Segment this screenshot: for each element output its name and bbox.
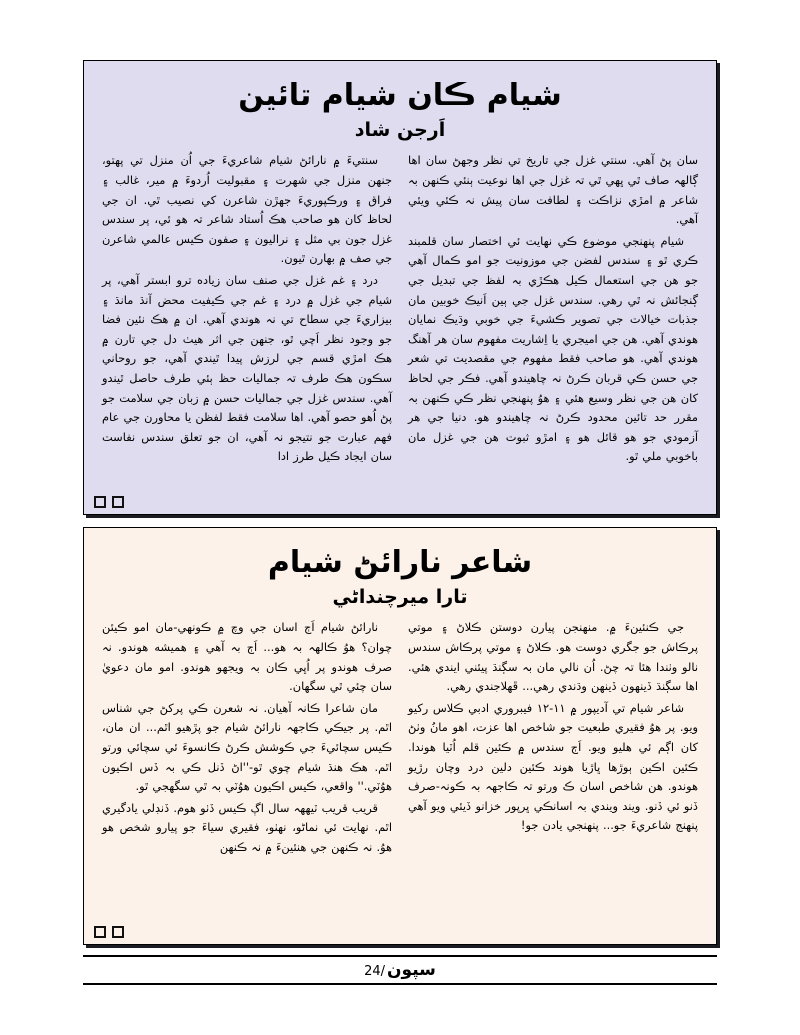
article-2-title: شاعر نارائڻ شيام (267, 545, 533, 580)
article-block-1 (83, 60, 717, 515)
article-1-body (102, 151, 698, 469)
paragraph: جي ڪنئينءَ ۾. منهنجن پيارن دوستن ڪلاڻ ۽ موتي پرڪاش جو جگري دوست هو. ڪلاڻ ۽ موتي پرڪاش سندس نالو وٺندا هئا تہ چڻ. اُن نالي مان بہ سڳنڌ پيئني ايندي هئي. اها سڳنڌ ڏينهون ڏينهن وڌندي رهي... ڦهلاجندي رهي. (408, 620, 698, 694)
paragraph: مان شاعرا ڪانہ آهيان. نہ شعرن ڪي پرکڻ جي شناس اٿم. پر جيڪي ڪاجهہ نارائڻ شيام جو پڙهيو اٿم... ان مان، ڪيس سچائيءَ جي ڪوشش ڪرڻ ڪانسوءَ ئي سچائي ورتو اٿم. هڪ هنڌ شيام چوي ٿو-''اڻ ڏنل ڪي بہ ڏس اڪيون هوُٽي.'' واقعي، ڪيس اڪيون هوُٽي بہ ٿي سگهجي ٿو. (102, 700, 392, 794)
paragraph: درد ۽ غم غزل جي صنف سان زياده ترو ابستر آهي، پر شيام جي غزل ۾ درد ۽ غم جي ڪيفيت محض آنڌ مانڌ ۽ بيزاريءَ جي سطاح تي نہ هوندي آهي. ان ۾ هڪ نئين فضا جو وجود نظر اَچي ٿو، جنهن جي اثر هيٺ دل جي تارن ۾ هڪ امڙي قسم جي لرزش پيدا ٿيندي آهي، جو روحاني سڪون هڪ طرف تہ جماليات حظ ٻئي طرف حاصل ٿيندو آهي. سندس غزل جي جماليات حسن ۾ زبان جي سلامت جو پڻ اُهو حصو آهي. اها سلامت فقط لفظن يا محاورن جي عام فهم عبارت جو نتيجو نہ آهي، ان جو تعلق سندس نفاست سان ايجاد ڪيل طرز ادا (102, 272, 392, 464)
page-footer (83, 955, 717, 985)
article-2-end-marks (94, 926, 124, 938)
article-block-2 (83, 527, 717, 945)
article-2-column-left (408, 618, 698, 859)
paragraph: سان پڻ آهي. سنتي غزل جي تاريخ تي نظر وجهڻ سان اها ڳالهہ صاف ٿي ڀهي ٿي تہ غزل جي اها نوعيت ٻنئي ڪنهن بہ شاعر ۾ امڙي نزاڪت ۽ لطافت سان پيش نہ ڪئي ويئي آهي. (408, 153, 698, 227)
magazine-name: سپون (387, 959, 436, 980)
end-square-icon (112, 926, 124, 938)
article-2-column-right (102, 618, 392, 859)
article-1-title: شيام ڪان شيام تائين (238, 78, 562, 113)
paragraph: قريب قريب ٽيههہ سال اڳ ڪيس ڏٺو هوم. ڏنڊلي يادگيري اٿم. نهايت ئي نماڻو، نهٺو، فقيري سياءَ جو پيارو شخص هو هوُ. نہ ڪنهن جي هنئينءَ ۾ نہ ڪنهن (102, 800, 392, 854)
paragraph: نارائڻ شيام اَڄ اسان جي وچ ۾ ڪونهي-مان امو ڪيئن چوان؟ هوُ ڪالهہ بہ هو... اَڄ بہ آهي ۽ هميشه هوندو. نہ صرف هوندو پر اُڀي ڪان بہ ويجهو هوندو. امو مان دعويٰ سان چئي ٿي سگهان. (102, 620, 392, 694)
article-1-column-left (408, 151, 698, 469)
paragraph: شاعر شيام تي آديپور ۾ ١١-١٢ فيبروري ادبي ڪلاس رکيو ويو. پر هوُ فقيري طبعيت جو شاخص اها عزت، اهو مانُ وٺڻ کان اڳم ئي هليو ويو. اَڄ سندس ۾ ڪئين قلم اُٽيا هوندا. ڪئين اڪين ٻوڙها ڀاڙيا هوند ڪئين دلين درد وچان رڙيو هوندو. هن شاخص اسان ڪ ورتو تہ ڪاجهہ بہ ڪونہ-صرف ڏنو ئي ڏنو. ويند ويندي بہ اسانڪي ڀرپور خزانو ڏيئي ويو آهي پنهنج شاعريءَ جو... پنهنجي يادن جو! (408, 700, 698, 833)
paragraph: سنتيءَ ۾ نارائڻ شيام شاعريءَ جي اُن منزل تي پهتو، جنهن منزل جي شهرت ۽ مقبوليت اُردوءَ ۾ مير، غالب ۽ فراق ۽ ورڪپوريءَ جهڙن شاعرن کي نصيب ٿي. ان جي لحاظ کان هو صاحب هڪ اُستاد شاعر تہ هو ئي، پر سندس غزل جون بي مثل ۽ نراليون ۽ صفون ڪيس عالمي شاعرن جي صف ۾ بهارن ٿيون. (102, 153, 392, 266)
article-1-end-marks (94, 496, 124, 508)
footer-inner (364, 959, 436, 980)
end-square-icon (112, 496, 124, 508)
paragraph: شيام پنهنجي موضوع ڪي نهايت ئي اختصار سان قلمبند ڪري ٿو ۽ سندس لفضن جي موزونيت جو امو ڪمال آهي جو هن جي استعمال ڪيل هڪڙي بہ لفظ جي تبديل جي ڳنجائش نہ ٿي رهي. سندس غزل جي ٻين اَنيڪ خوبين مان جذبات خيالات جي تصوير ڪشيءَ جي خوبي وڌيڪ نمايان هوندي آهي. هن جي اميجري يا اِشاريت مفهوم سان هر آهنگ هوندي آهي. هو صاحب فقط مفهوم جي مقصديت تي شعر جي حسن ڪي قربان ڪرڻ نہ چاهيندو آهي. فڪر جي لحاظ کان هن جي نظر وسيع هئي ۽ هوُ پنهنجي نظر ڪي ڪنهن بہ مقرر حد تائين محدود ڪرڻ نہ چاهيندو هو. دنيا جي هر آزمودي جو هو قائل هو ۽ امڙو ثبوت هن جي غزل مان باخوبي ملي ٿو. (408, 233, 698, 464)
article-1-column-right (102, 151, 392, 469)
article-2-author: تارا ميرچنداڻي (332, 585, 468, 608)
end-square-icon (94, 496, 106, 508)
article-1-author: اَرجن شاد (354, 118, 446, 141)
page-number: 24/ (364, 963, 386, 979)
article-2-body (102, 618, 698, 859)
end-square-icon (94, 926, 106, 938)
